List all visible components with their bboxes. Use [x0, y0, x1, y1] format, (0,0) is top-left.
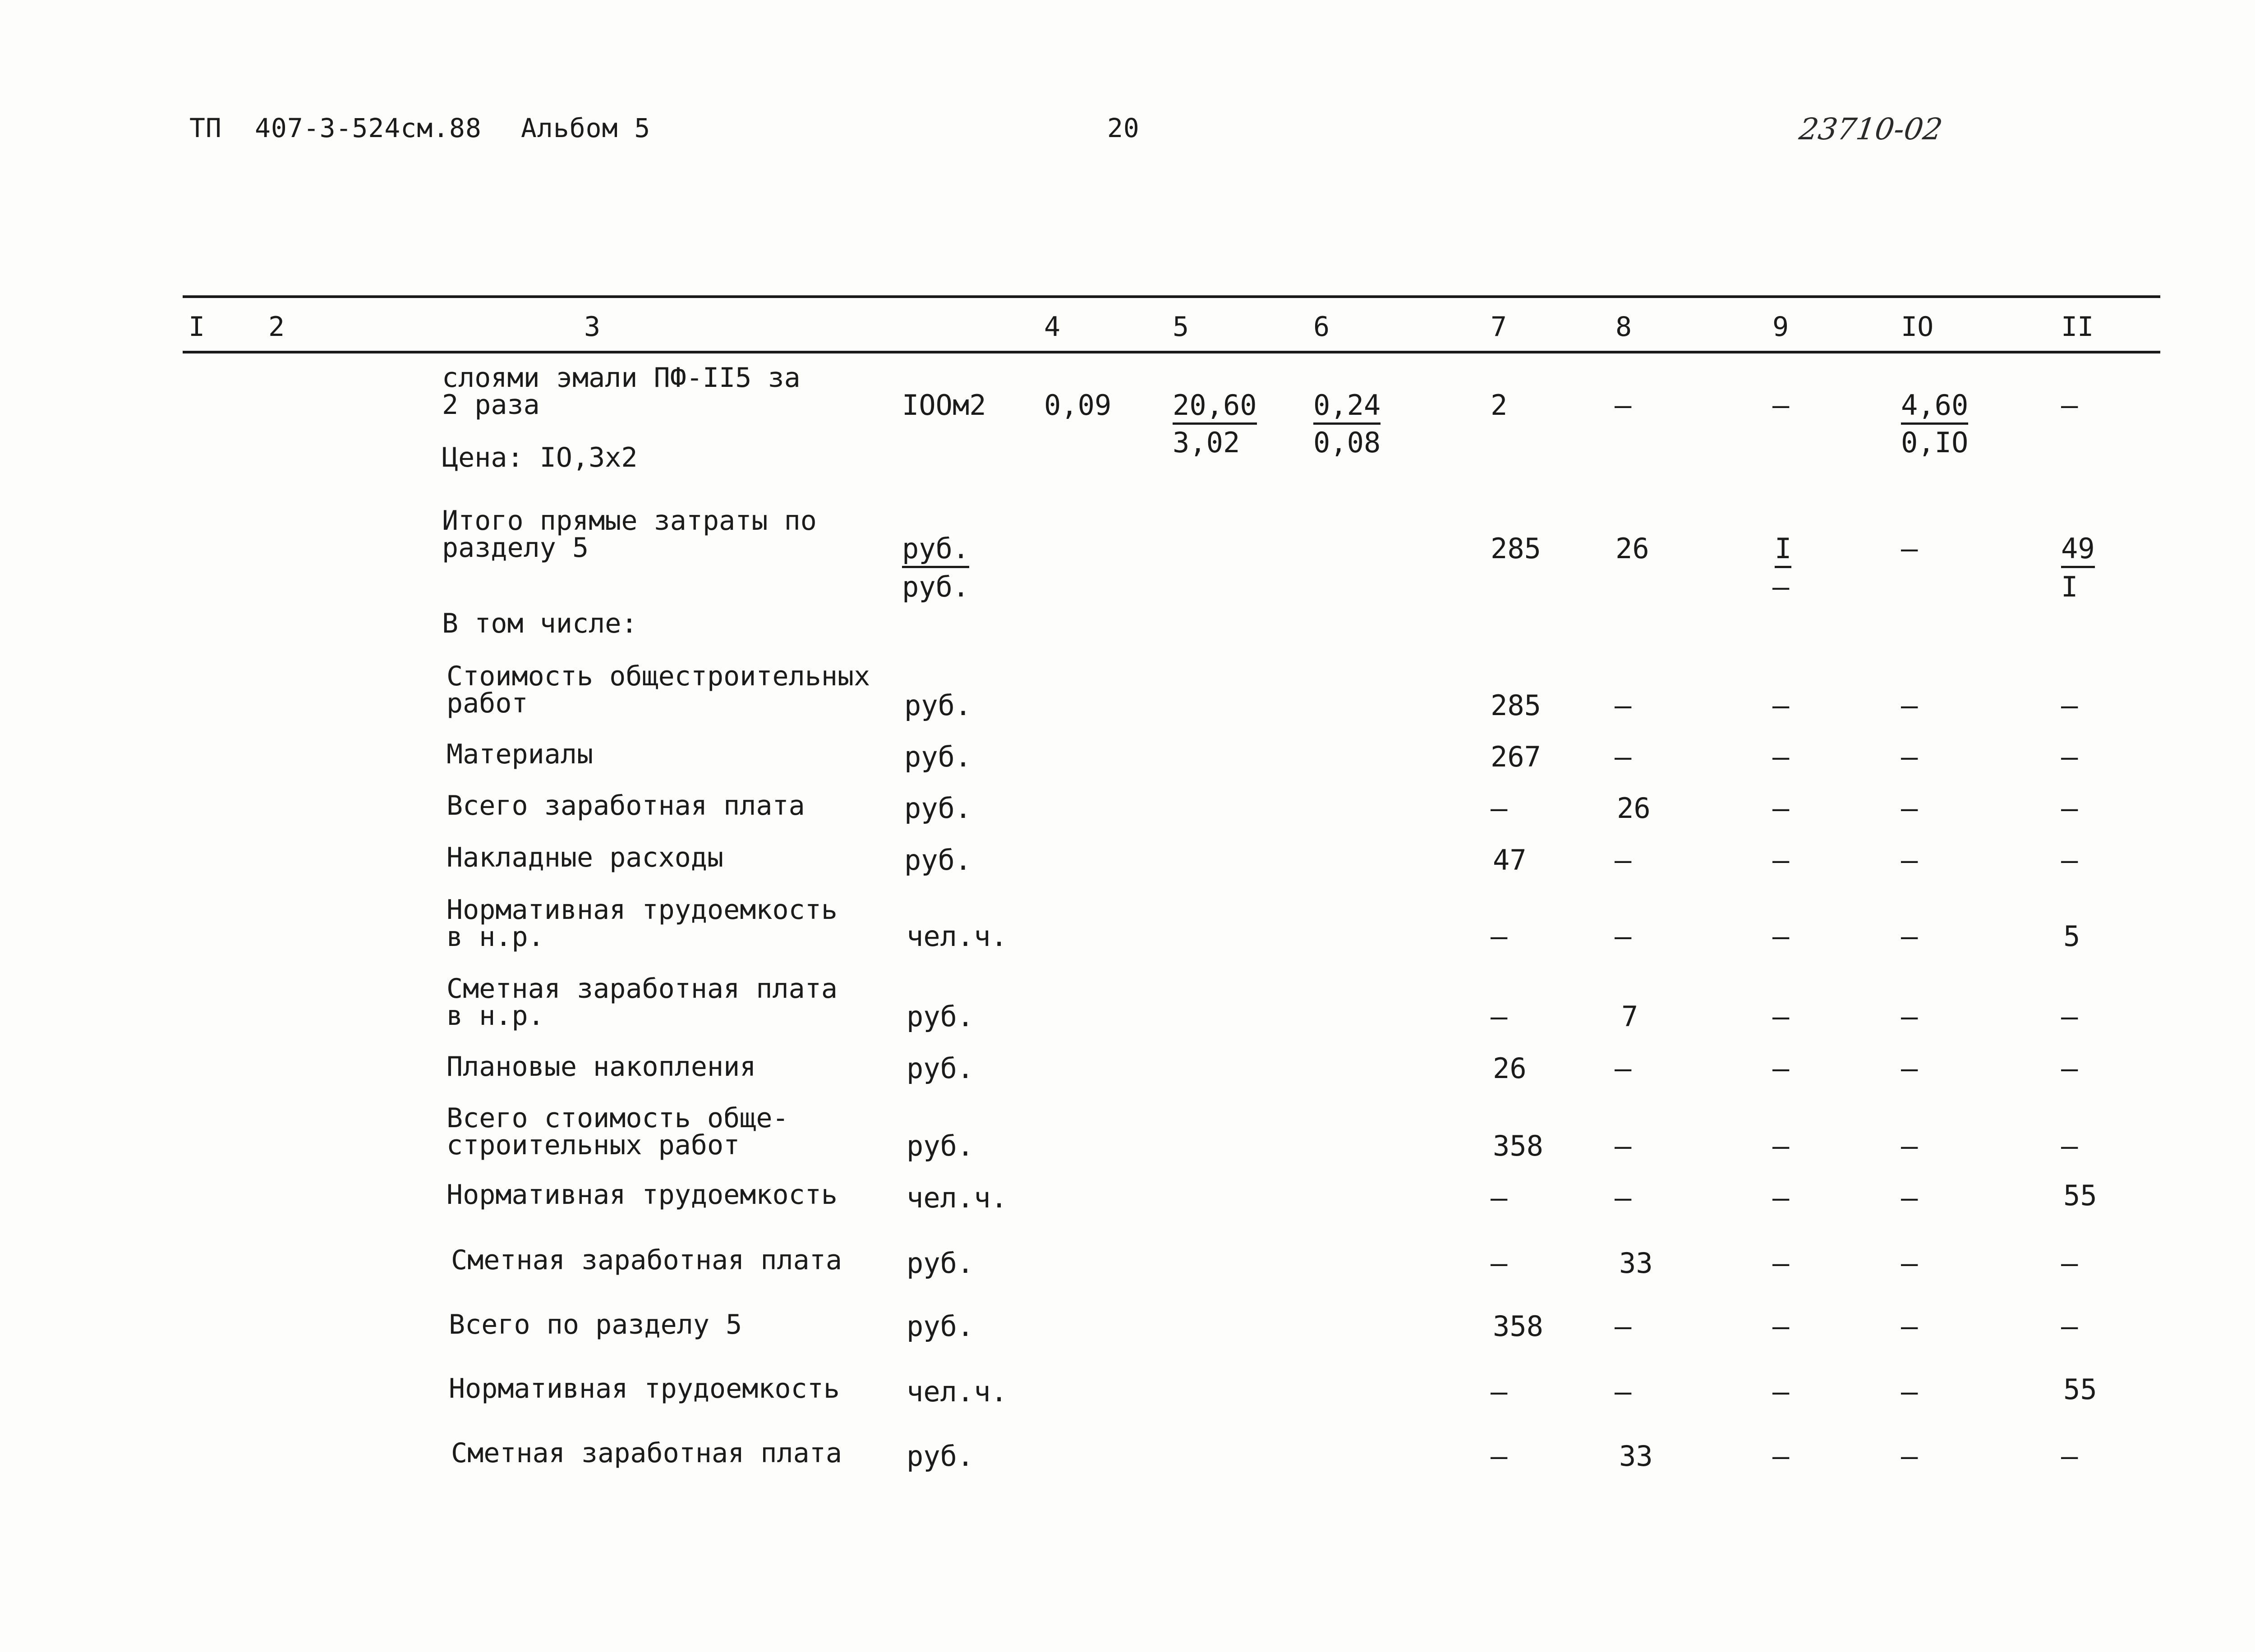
cell-col7: 2: [1491, 389, 1508, 422]
row-text: в н.р.: [446, 921, 544, 953]
cell-col7: –: [1491, 1440, 1508, 1473]
column-header-1: I: [189, 311, 205, 343]
header-code: ТП: [189, 113, 222, 143]
cell-col10: –: [1901, 920, 1918, 953]
header-album: Альбом 5: [521, 113, 651, 143]
row-text: Всего стоимость обще-: [446, 1102, 789, 1134]
row-text: Сметная заработная плата: [446, 973, 838, 1005]
cell-col9: –: [1772, 1181, 1790, 1214]
cell-col10: –: [1901, 1375, 1918, 1408]
cell-col10: –: [1901, 532, 1918, 565]
cell-col9: –: [1772, 844, 1790, 876]
cell-col7: –: [1491, 1000, 1508, 1033]
cell-col8: –: [1615, 740, 1632, 773]
cell-col9: –: [1772, 1375, 1790, 1408]
cell-col7: 47: [1493, 844, 1527, 876]
cell-col9: –: [1772, 1247, 1790, 1280]
row-unit: руб.: [907, 1310, 974, 1343]
column-header-8: 8: [1615, 311, 1632, 343]
cell-col11-top: 49: [2061, 532, 2095, 568]
row-text: работ: [446, 688, 528, 719]
row-unit: руб.: [904, 792, 972, 825]
cell-col8: –: [1615, 689, 1632, 722]
column-header-10: IO: [1901, 311, 1934, 343]
cell-col8: –: [1615, 920, 1632, 953]
cell-col11: 5: [2063, 920, 2080, 953]
cell-col8: –: [1615, 1375, 1632, 1408]
row-text: Накладные расходы: [446, 842, 724, 873]
row-unit: чел.ч.: [907, 1375, 1008, 1408]
header-project: 407-3-524см.88: [255, 113, 482, 143]
cell-col7: –: [1491, 1375, 1508, 1408]
cell-col10: –: [1901, 1310, 1918, 1343]
cell-col9: –: [1772, 689, 1790, 722]
cell-col10-top: 4,60: [1901, 389, 1968, 425]
row-unit: руб.: [904, 740, 972, 773]
cell-col10-bottom: 0,IO: [1901, 426, 1969, 459]
row-text: Плановые накопления: [446, 1051, 756, 1083]
cell-col10: –: [1901, 792, 1918, 825]
cell-col9: –: [1772, 792, 1790, 825]
cell-col7: –: [1491, 920, 1508, 953]
cell-col11: –: [2061, 740, 2078, 773]
cell-col8: –: [1615, 1181, 1632, 1214]
row-text: в н.р.: [446, 1000, 544, 1032]
page-number: 20: [1107, 113, 1140, 143]
row-text: Итого прямые затраты по: [442, 505, 817, 537]
cell-col11: 55: [2063, 1179, 2097, 1212]
cell-col4: 0,09: [1044, 389, 1112, 422]
cell-col11: –: [2061, 1247, 2078, 1280]
row-text: Сметная заработная плата: [451, 1437, 842, 1469]
cell-col7: –: [1491, 1247, 1508, 1280]
row-unit: руб.: [907, 1440, 974, 1473]
row-unit: чел.ч.: [907, 1181, 1008, 1214]
row-text: Стоимость общестроительных: [446, 661, 870, 692]
row-text: Всего по разделу 5: [449, 1309, 742, 1340]
cell-col7: –: [1491, 792, 1508, 825]
cell-col9: –: [1772, 1440, 1790, 1473]
table-top-rule: [183, 295, 2160, 298]
cell-col8: 26: [1617, 792, 1651, 825]
column-header-6: 6: [1313, 311, 1330, 343]
cell-col11: –: [2061, 1129, 2078, 1162]
cell-col7: 358: [1493, 1310, 1543, 1343]
cell-col9: –: [1772, 389, 1790, 422]
row-text: Нормативная трудоемкость: [449, 1373, 840, 1404]
row-unit: руб.: [907, 1052, 974, 1085]
cell-col9: –: [1772, 1129, 1790, 1162]
cell-col6-top: 0,24: [1313, 389, 1381, 425]
cell-col10: –: [1901, 1052, 1918, 1085]
row-unit: чел.ч.: [907, 920, 1008, 953]
row-text: разделу 5: [442, 532, 589, 564]
cell-col8: –: [1615, 844, 1632, 876]
cell-col8: 33: [1619, 1247, 1653, 1280]
cell-col11: 55: [2063, 1373, 2097, 1406]
column-header-7: 7: [1491, 311, 1507, 343]
cell-col9: –: [1772, 1052, 1790, 1085]
cell-col7: 358: [1493, 1129, 1543, 1162]
cell-col5-bottom: 3,02: [1173, 426, 1240, 459]
cell-col8: –: [1615, 1129, 1632, 1162]
cell-col11: –: [2061, 1052, 2078, 1085]
row-text: слоями эмали ПФ-II5 за: [442, 362, 801, 394]
row-text: Всего заработная плата: [446, 790, 805, 821]
cell-col8: –: [1615, 1310, 1632, 1343]
row-unit: руб.: [907, 1000, 974, 1033]
cell-col5-top: 20,60: [1173, 389, 1257, 425]
cell-col7: 285: [1491, 532, 1541, 565]
cell-col10: –: [1901, 1000, 1918, 1033]
row-text: 2 раза: [442, 389, 540, 421]
cell-col10: –: [1901, 1129, 1918, 1162]
row-text: Нормативная трудоемкость: [446, 894, 838, 926]
cell-col10: –: [1901, 1440, 1918, 1473]
cell-col11: –: [2061, 792, 2078, 825]
cell-col11: –: [2061, 1000, 2078, 1033]
row-unit-bottom: руб.: [902, 570, 970, 603]
cell-col9: –: [1772, 1310, 1790, 1343]
row-unit: руб.: [907, 1129, 974, 1162]
column-header-5: 5: [1173, 311, 1189, 343]
cell-col9: –: [1772, 920, 1790, 953]
cell-col8: –: [1615, 389, 1632, 422]
cell-col11: –: [2061, 389, 2078, 422]
row-unit: руб.: [904, 689, 972, 722]
cell-col10: –: [1901, 1181, 1918, 1214]
cell-col9-bottom: –: [1772, 570, 1790, 603]
row-text: строительных работ: [446, 1129, 740, 1161]
row-text: Сметная заработная плата: [451, 1244, 842, 1276]
row-text: В том числе:: [442, 608, 638, 639]
column-header-9: 9: [1772, 311, 1789, 343]
row-unit: руб.: [904, 844, 972, 876]
cell-col11: –: [2061, 689, 2078, 722]
row-text: Нормативная трудоемкость: [446, 1179, 838, 1211]
row-text: Цена: IO,3x2: [442, 442, 638, 473]
row-unit-top: руб.: [902, 532, 969, 568]
cell-col8: –: [1615, 1052, 1632, 1085]
cell-col10: –: [1901, 844, 1918, 876]
row-text: Материалы: [446, 739, 594, 770]
cell-col10: –: [1901, 1247, 1918, 1280]
cell-col8: 33: [1619, 1440, 1653, 1473]
column-header-11: II: [2061, 311, 2094, 343]
cell-col6-bottom: 0,08: [1313, 426, 1381, 459]
cell-col10: –: [1901, 740, 1918, 773]
cell-col7: –: [1491, 1181, 1508, 1214]
cell-col9-top: I: [1775, 532, 1791, 568]
cell-col11: –: [2061, 844, 2078, 876]
cell-col11-bottom: I: [2061, 570, 2078, 603]
row-unit: руб.: [907, 1247, 974, 1280]
cell-col9: –: [1772, 1000, 1790, 1033]
cell-col7: 267: [1491, 740, 1541, 773]
table-header-rule: [183, 351, 2160, 353]
column-header-4: 4: [1044, 311, 1061, 343]
cell-col7: 26: [1493, 1052, 1527, 1085]
handwritten-note: 23710-02: [1797, 112, 1945, 147]
cell-col7: 285: [1491, 689, 1541, 722]
row-unit: IOOм2: [902, 389, 986, 422]
cell-col10: –: [1901, 689, 1918, 722]
cell-col11: –: [2061, 1310, 2078, 1343]
cell-col9: –: [1772, 740, 1790, 773]
column-header-2: 2: [268, 311, 285, 343]
cell-col11: –: [2061, 1440, 2078, 1473]
column-header-3: 3: [584, 311, 601, 343]
cell-col8: 7: [1621, 1000, 1638, 1033]
cell-col8: 26: [1615, 532, 1649, 565]
